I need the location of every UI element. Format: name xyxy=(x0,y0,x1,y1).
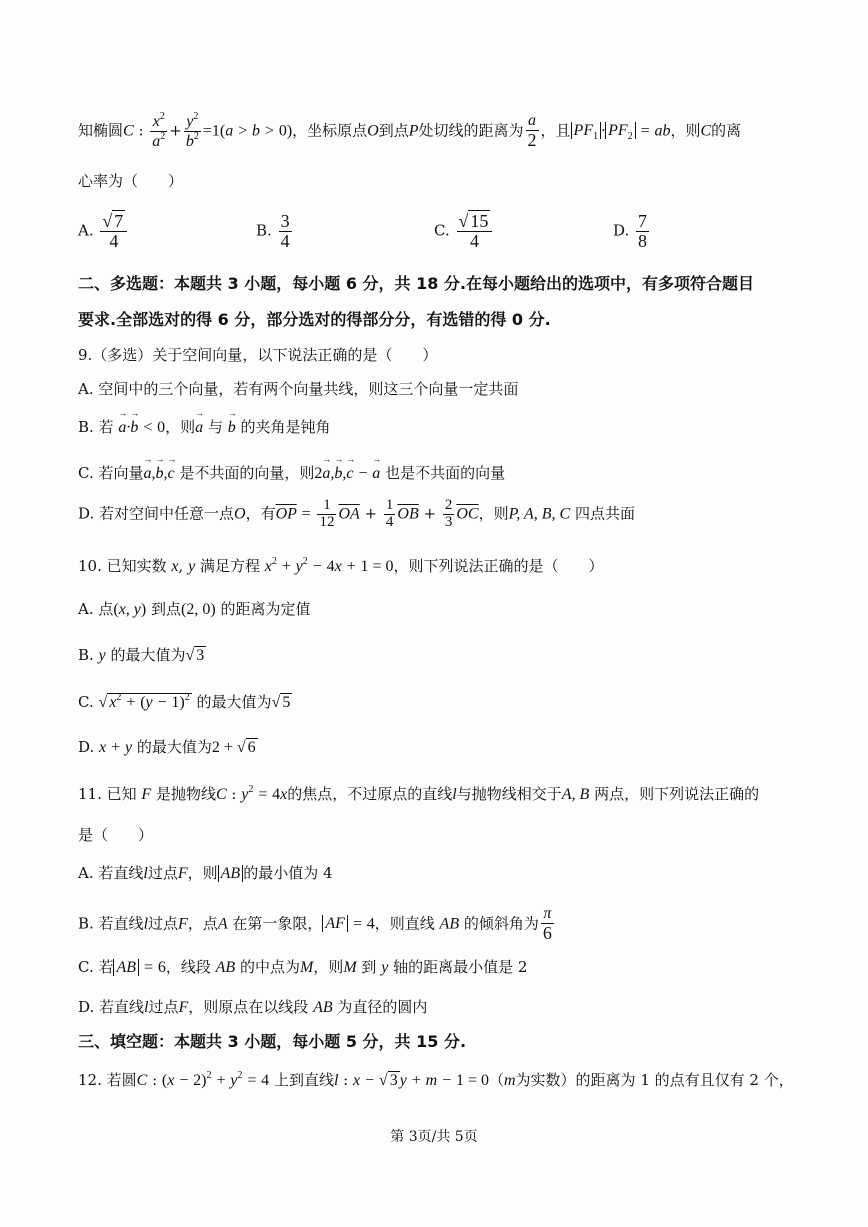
q10-option-b: B. y 的最大值为√ 3 xyxy=(78,646,205,664)
q9-stem: 9.（多选）关于空间向量，以下说法正确的是（ ） xyxy=(78,346,438,364)
q8-stem-line1: 知椭圆C : $\frac{x^2}{a^2}$ + $\frac{y^2}{b^2}$ =1(a > b > 0)，坐标原点O到点P处切线的距离为 $\frac{a}{2}$ ，且 $PF_1 \cdot PF_2$ = ab，则C的离 xyxy=(78,111,742,150)
fraction-x2-a2: $\frac{x^2}{a^2}$ xyxy=(152,111,166,150)
q11-option-c: C. 若 AB = 6，线段 AB 的中点为M，则M 到 y 轴的距离最小值是 2 xyxy=(78,958,528,976)
page-footer: 第 3页/共 5页 xyxy=(390,1129,478,1145)
q11-stem-line1: 11. 已知 F 是抛物线C : $y^2 = 4x$的焦点，不过原点的直线l与抛物线相交于A, B 两点，则下列说法正确的 xyxy=(78,784,760,803)
q8-option-d: D. $\frac{7}{8}$ xyxy=(613,211,648,251)
q9-option-a: A. 空间中的三个向量，若有两个向量共线，则这三个向量一定共面 xyxy=(78,380,519,398)
q11-option-a: A. 若直线l过点F，则 AB 的最小值为 4 xyxy=(78,864,333,882)
q10-option-d: D. x + y 的最大值为2 + √ 6 xyxy=(78,738,256,756)
q9-option-c: C. 若向量→ a,→ b,→ c 是不共面的向量，则2→ a,→ b,→ c − → a 也是不共面的向量 xyxy=(78,464,808,483)
q11-option-d: D. 若直线l过点F，则原点在以线段 AB 为直径的圆内 xyxy=(78,998,428,1016)
section2-heading-line2: 要求.全部选对的得 6 分，部分选对的得部分分，有选错的得 0 分. xyxy=(78,310,551,329)
q8-option-a: A. $\frac{√ 7}{4}$ xyxy=(78,212,129,251)
q11-option-b: B. 若直线l过点F，点A 在第一象限， AF = 4，则直线 AB 的倾斜角为 $\frac{\pi}{6}$ xyxy=(78,905,552,943)
q10-option-a: A. 点(x, y) 到点(2, 0) 的距离为定值 xyxy=(78,600,311,618)
q9-option-d: D. 若对空间中任意一点O，有$\overline{OP}$ = $\frac{1}{12}$ $\overline{OA}$ + $\frac{1}{4}$ $\overline{OB}$ + $\frac{2}{3}$ $\overline{OC}$，则P, A, B, C 四点共面 xyxy=(78,497,636,530)
q12-stem: 12. 若圆C : $(x - 2)^2 + y^2 = 4$ 上到直线l : x − √ 3 y + m − 1 = 0（m为实数）的距离为 1 的点有且仅有 2 个， xyxy=(78,1070,794,1089)
q11-stem-line2: 是（ ） xyxy=(78,826,154,844)
section2-heading-line1: 二、多选题：本题共 3 小题，每小题 6 分，共 18 分.在每小题给出的选项中，有多项符合题目 xyxy=(78,274,755,293)
q10-stem: 10. 已知实数 x, y 满足方程 $x^2 + y^2 - 4x + 1 = 0$，则下列说法正确的是（ ） xyxy=(78,556,604,575)
q8-stem-line2: 心率为（ ） xyxy=(78,172,184,190)
q10-option-c: C. √ $x^2 + (y - 1)^2$ 的最大值为√ 5 xyxy=(78,692,291,711)
section3-heading: 三、填空题：本题共 3 小题，每小题 5 分，共 15 分. xyxy=(78,1032,467,1051)
q8-option-c: C. $\frac{√ 15}{4}$ xyxy=(434,212,494,251)
q8-option-b: B. $\frac{3}{4}$ xyxy=(256,211,290,251)
q9-option-b: B. 若 → a·→ b < 0，则→ a 与 → b 的夹角是钝角 xyxy=(78,418,808,437)
